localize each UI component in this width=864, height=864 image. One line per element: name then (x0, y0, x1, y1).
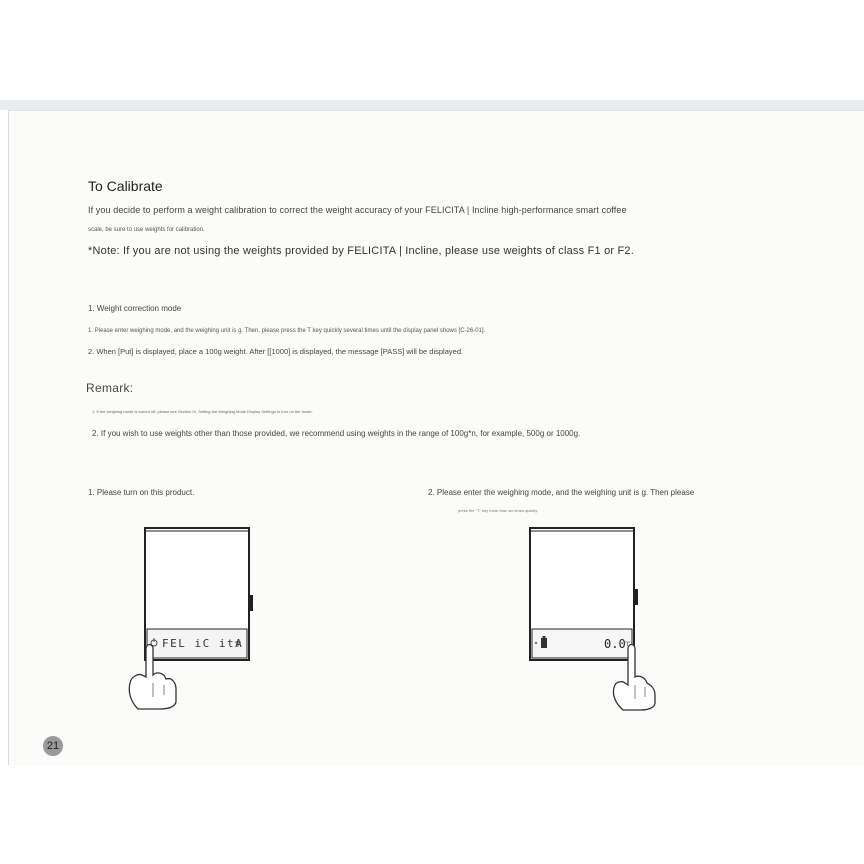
figure2-caption-line1: 2. Please enter the weighing mode, and the weighing unit is g. Then please (428, 488, 695, 497)
figure2-caption-line2: press the "T" key more than six times quickly. (458, 508, 539, 513)
intro-text-line1: If you decide to perform a weight calibration to correct the weight accuracy of your FELICITA | Incline high-performance smart coffee (88, 205, 627, 215)
top-band (0, 100, 864, 110)
intro-text-line2: scale, be sure to use weights for calibration. (88, 227, 205, 233)
scale-display-text: FEL iC itA (162, 637, 244, 650)
page-heading: To Calibrate (88, 178, 163, 194)
figure1-caption: 1. Please turn on this product. (88, 488, 195, 497)
page-number-badge: 21 (43, 736, 63, 756)
section1-step1: 1. Please enter weighing mode, and the weighing unit is g. Then, please press the T key quickly several times until the display panel shows [C-26-01]. (88, 328, 486, 334)
scale-illustration-weighing-mode (505, 525, 665, 715)
scale-display-value: 0.0 (604, 637, 626, 651)
remark-item1: 1. If the weighing mode is turned off, please see Section IV, Setting the Weighing Mode Display Settings to turn on the mode. (92, 409, 313, 414)
scale-illustration-power-on (120, 525, 260, 715)
section1-title: 1. Weight correction mode (88, 304, 182, 313)
remark-title: Remark: (86, 381, 134, 395)
note-text: *Note: If you are not using the weights provided by FELICITA | Incline, please use weights of class F1 or F2. (88, 245, 634, 257)
section1-step2: 2. When [Put] is displayed, place a 100g weight. After [[1000] is displayed, the message [PASS] will be displayed. (88, 347, 464, 356)
remark-item2: 2. If you wish to use weights other than those provided, we recommend using weights in the range of 100g*n, for example, 500g or 1000g. (92, 429, 581, 438)
